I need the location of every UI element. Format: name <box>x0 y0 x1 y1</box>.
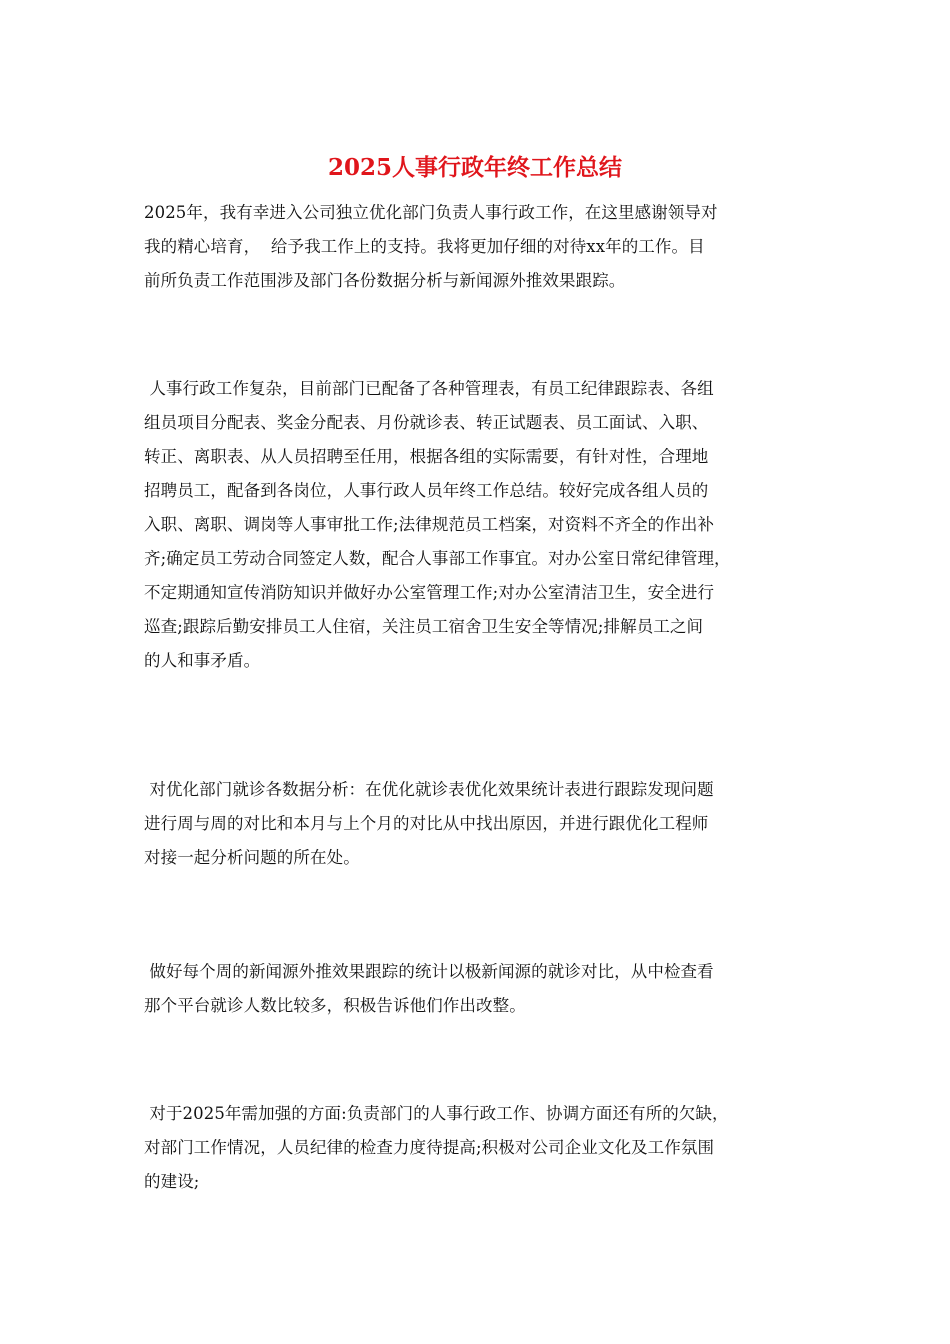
text-line: 的人和事矛盾。 <box>144 651 261 670</box>
text-line: 人事行政工作复杂，目前部门已配备了各种管理表，有员工纪律跟踪表、各组 <box>144 379 714 398</box>
text-line: 我的精心培育， 给予我工作上的支持。我将更加仔细的对待xx年的工作。目 <box>144 237 705 256</box>
document-title: 2025人事行政年终工作总结 <box>327 154 622 181</box>
text-line: 前所负责工作范围涉及部门各份数据分析与新闻源外推效果跟踪。 <box>144 271 626 290</box>
paragraph-data-analysis <box>144 773 824 875</box>
text-line: 不定期通知宣传消防知识并做好办公室管理工作;对办公室清洁卫生，安全进行 <box>144 583 715 602</box>
text-line: 做好每个周的新闻源外推效果跟踪的统计以极新闻源的就诊对比，从中检查看 <box>144 962 714 981</box>
text-line: 巡查;跟踪后勤安排员工人住宿，关注员工宿舍卫生安全等情况;排解员工之间 <box>144 617 704 636</box>
text-line: 2025年，我有幸进入公司独立优化部门负责人事行政工作，在这里感谢领导对 <box>144 203 718 222</box>
text-line: 进行周与周的对比和本月与上个月的对比从中找出原因，并进行跟优化工程师 <box>144 814 709 833</box>
paragraph-news-tracking <box>144 955 824 1023</box>
text-line: 组员项目分配表、奖金分配表、月份就诊表、转正试题表、员工面试、入职、 <box>144 413 709 432</box>
text-line: 对于2025年需加强的方面:负责部门的人事行政工作、协调方面还有所的欠缺， <box>144 1104 729 1123</box>
text-line: 那个平台就诊人数比较多，积极告诉他们作出改整。 <box>144 996 526 1015</box>
text-line: 的建设; <box>144 1172 200 1191</box>
text-line: 对优化部门就诊各数据分析：在优化就诊表优化效果统计表进行跟踪发现问题 <box>144 780 714 799</box>
text-line: 入职、离职、调岗等人事审批工作;法律规范员工档案，对资料不齐全的作出补 <box>144 515 715 534</box>
text-line: 转正、离职表、从人员招聘至任用，根据各组的实际需要，有针对性，合理地 <box>144 447 709 466</box>
text-line: 对接一起分析问题的所在处。 <box>144 848 360 867</box>
paragraph-improvements <box>144 1097 824 1199</box>
text-line: 对部门工作情况，人员纪律的检查力度待提高;积极对公司企业文化及工作氛围 <box>144 1138 715 1157</box>
text-line: 齐;确定员工劳动合同签定人数，配合人事部工作事宜。对办公室日常纪律管理， <box>144 549 731 568</box>
text-line: 招聘员工，配备到各岗位，人事行政人员年终工作总结。较好完成各组人员的 <box>144 481 709 500</box>
paragraph-intro <box>144 196 824 298</box>
paragraph-hr-admin-work <box>144 372 824 678</box>
